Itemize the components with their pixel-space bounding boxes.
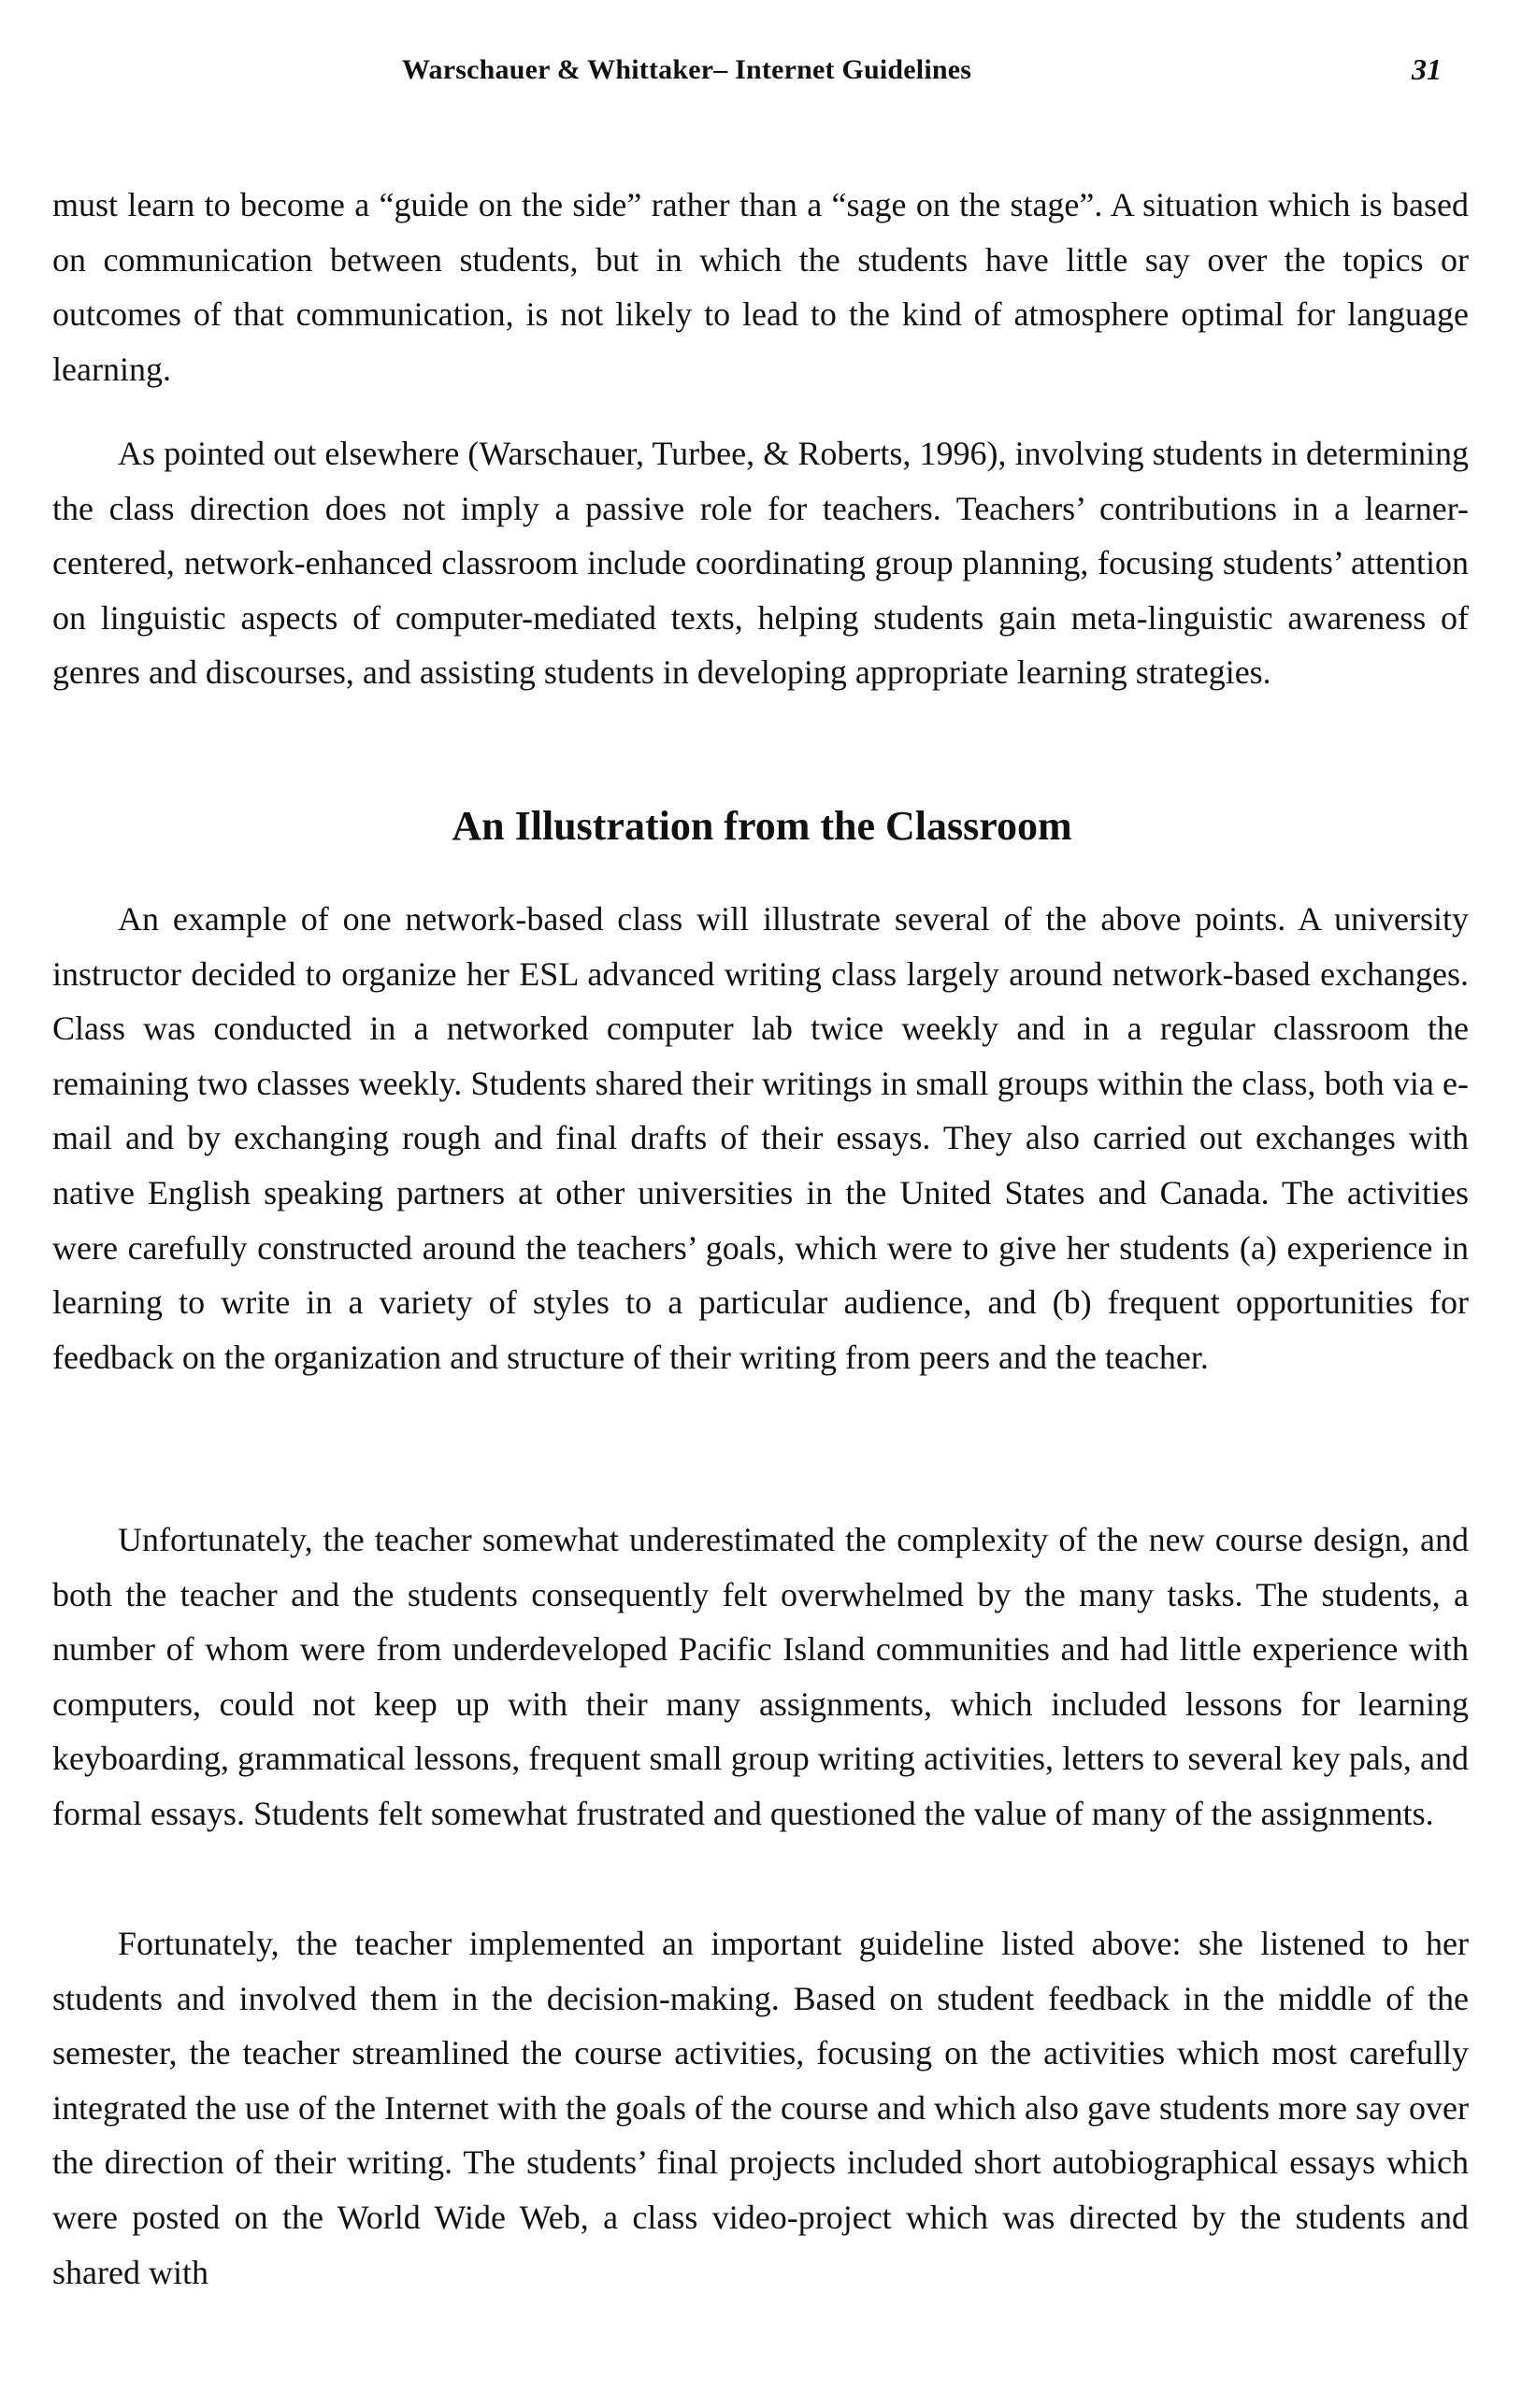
paragraph-2: As pointed out elsewhere (Warschauer, Turbee, & Roberts, 1996), involving students in determining the class direction does not imply a passive role for teachers. Teachers’ contributions in a learner-centered, network-enhanced classroom include coordinating group planning, focusing students’ attention on linguistic aspects of computer-mediated texts, helping students gain meta-linguistic awareness of genres and discourses, and assisting students in developing appropriate learning strategies. (52, 435, 1469, 692)
paragraph-5: Fortunately, the teacher implemented an important guideline listed above: she listened to her students and involved them in the decision-making. Based on student feedback in the middle of the semester, the teacher streamlined the course activities, focusing on the activities which most carefully integrated the use of the Internet with the goals of the course and which also gave students more say over the direction of their writing. The students’ final projects included short autobiographical essays which were posted on the World Wide Web, a class video-project which was directed by the students and shared with (52, 1925, 1469, 2291)
paragraph-1: must learn to become a “guide on the side” rather than a “sage on the stage”. A situation which is based on communication between students, but in which the students have little say over the topics or outcomes of that communication, is not likely to lead to the kind of atmosphere optimal for language learning. (52, 186, 1469, 388)
paragraph-4: Unfortunately, the teacher somewhat underestimated the complexity of the new course design, and both the teacher and the students consequently felt overwhelmed by the many tasks. The students, a number of whom were from underdeveloped Pacific Island communities and had little experience with computers, could not keep up with their many assignments, which included lessons for learning keyboarding, grammatical lessons, frequent small group writing activities, letters to several key pals, and formal essays. Students felt somewhat frustrated and questioned the value of many of the assignments. (52, 1521, 1469, 1832)
page-number: 31 (1412, 52, 1442, 86)
paragraph-3: An example of one network-based class will illustrate several of the above points. A university instructor decided to organize her ESL advanced writing class largely around network-based exchanges. Class was conducted in a networked computer lab twice weekly and in a regular classroom the remaining two classes weekly. Students shared their writings in small groups within the class, both via e-mail and by exchanging rough and final drafts of their essays. They also carried out exchanges with native English speaking partners at other universities in the United States and Canada. The activities were carefully constructed around the teachers’ goals, which were to give her students (a) experience in learning to write in a variety of styles to a particular audience, and (b) frequent opportunities for feedback on the organization and structure of their writing from peers and the teacher. (52, 900, 1469, 1376)
section-heading: An Illustration from the Classroom (452, 803, 1072, 849)
running-header: Warschauer & Whittaker– Internet Guidelines (402, 54, 972, 85)
